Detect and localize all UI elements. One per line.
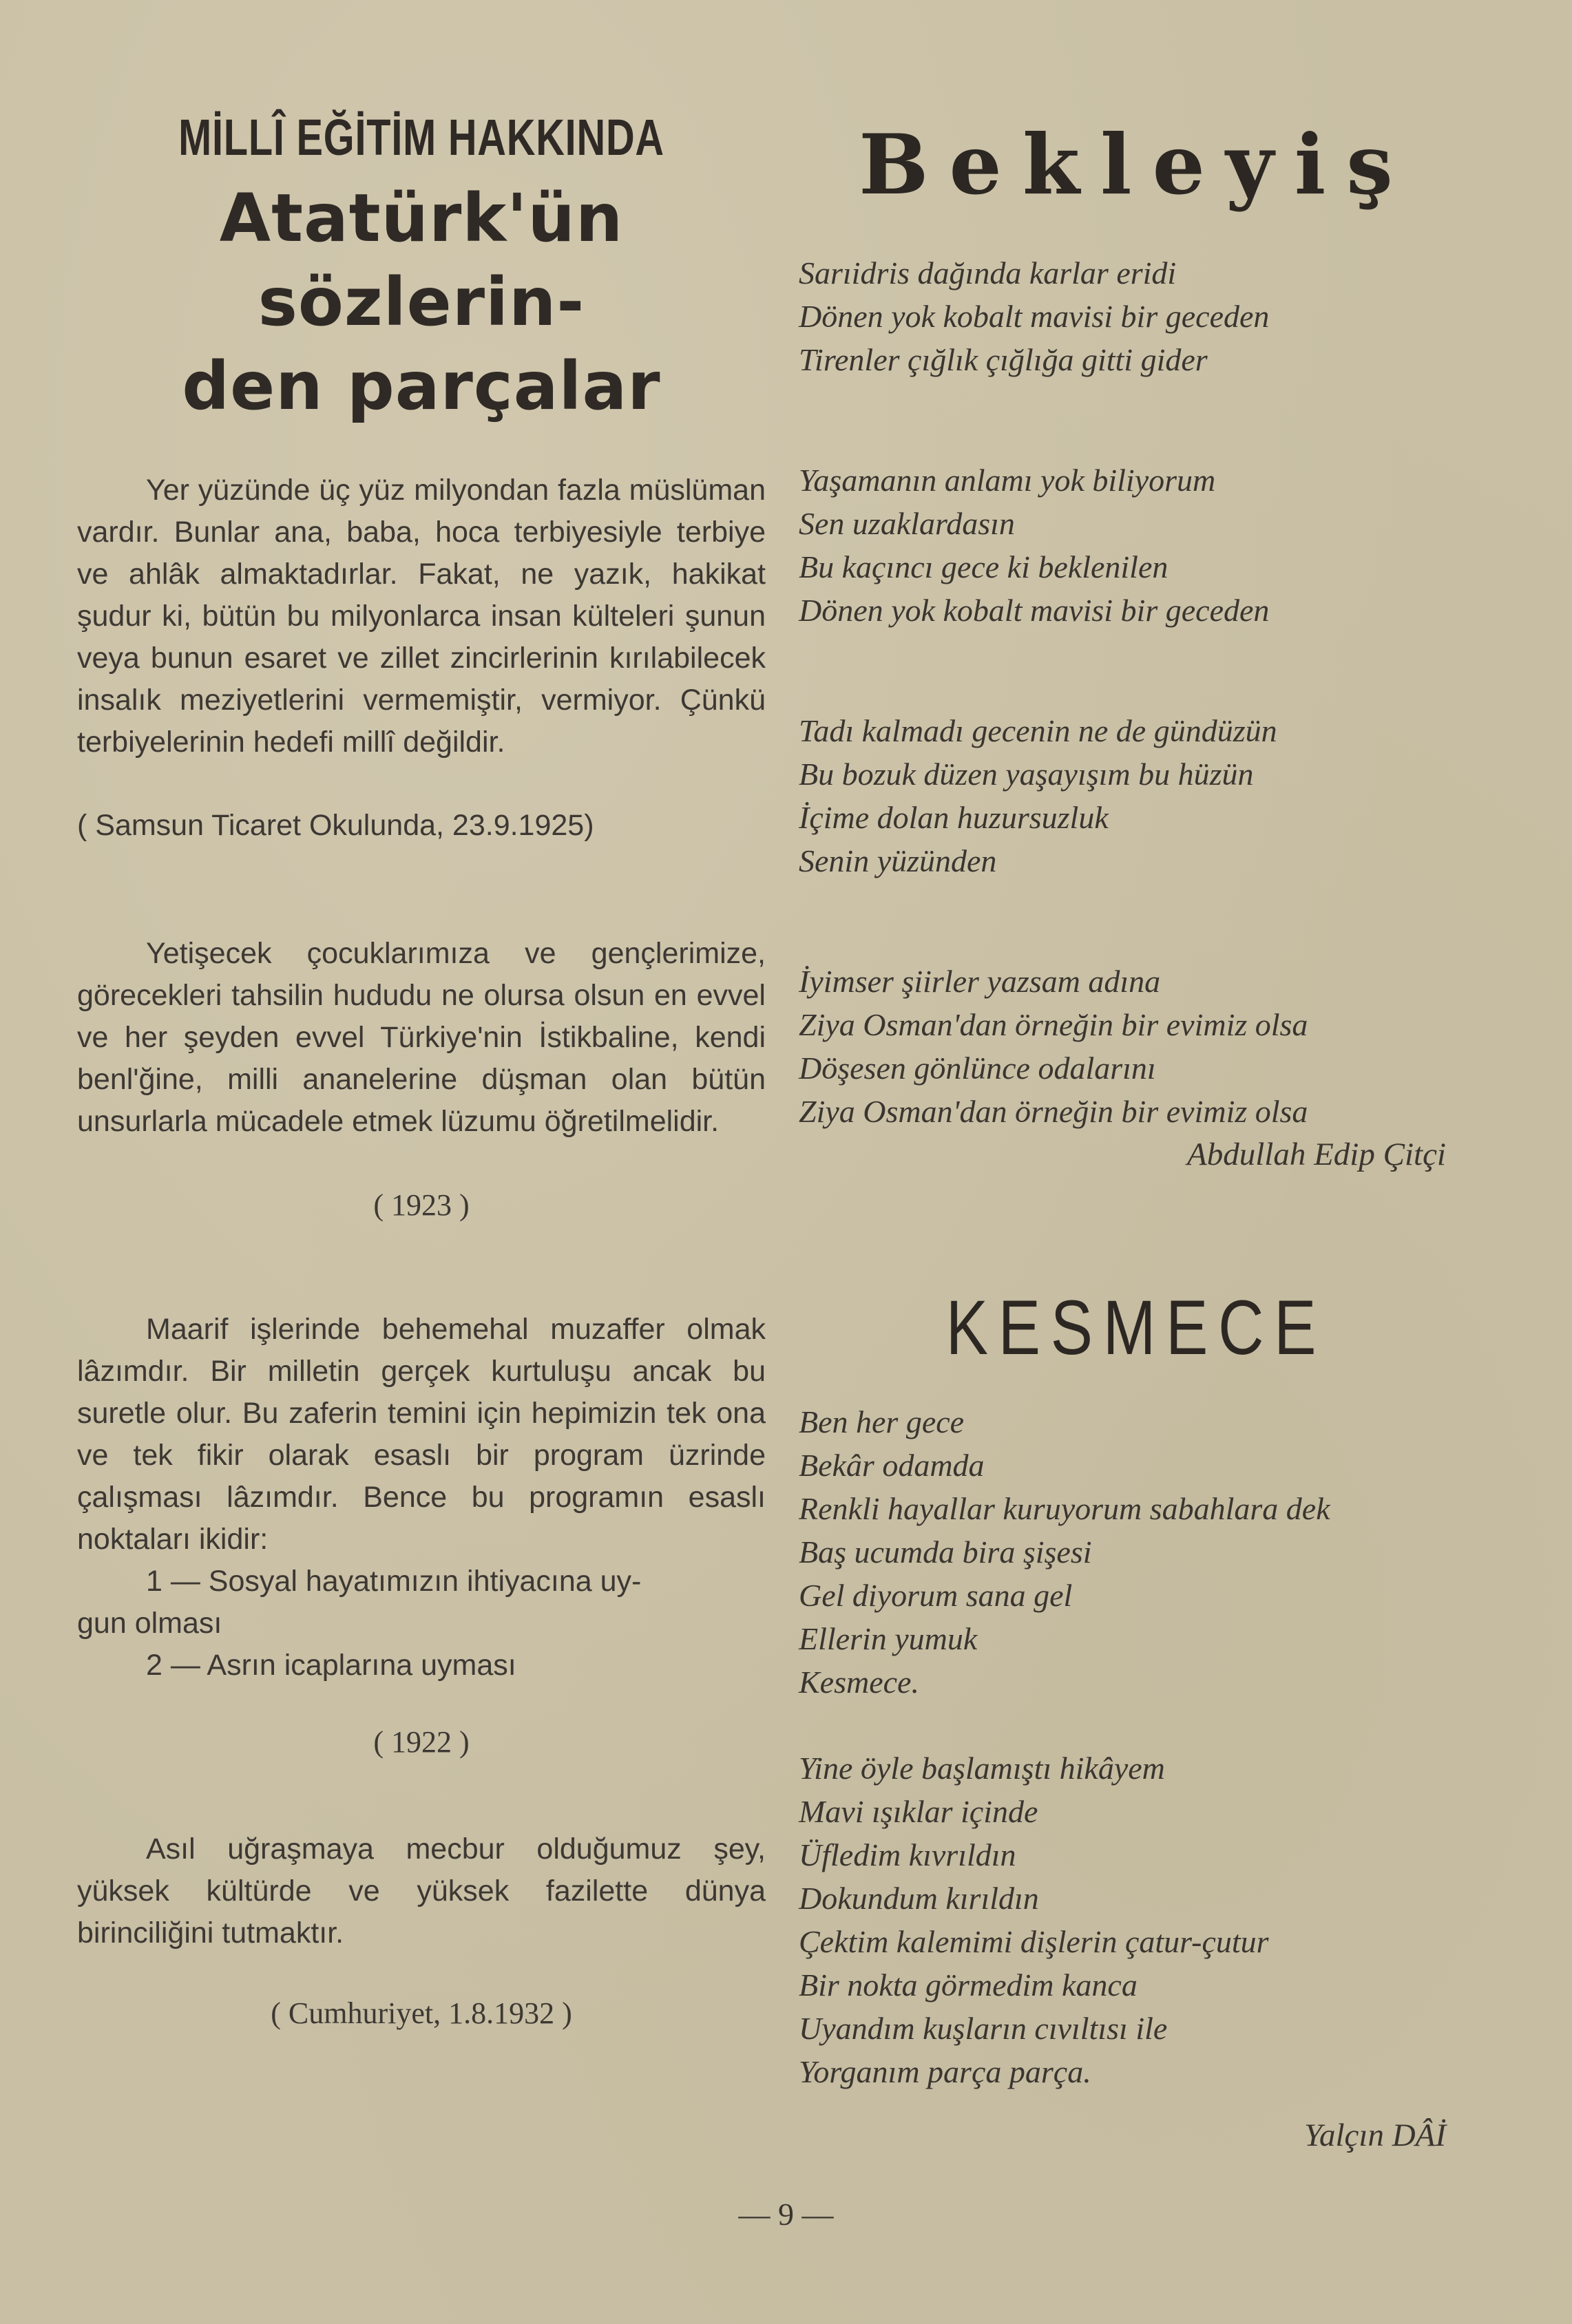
quote-paragraph-3: Maarif işlerinde behemehal muzaffer olmak lâzımdır. Bir milletin gerçek kurtuluşu ancak bu suretle olur. Bu zaferin temini için hepimizin tek ona ve tek fikir olarak esaslı bir program üzrinde çalışması lâzımdır. Bence bu programın esaslı noktaları ikidir: (77, 1313, 766, 1556)
page-number: — 9 — (738, 2197, 834, 2232)
verse-line: Ziya Osman'dan örneğin bir evimiz olsa (799, 1007, 1308, 1042)
verse-line: Sarıidris dağında karlar eridi (799, 255, 1177, 290)
quote-paragraph-1: Yer yüzünde üç yüz milyondan fazla müslüman vardır. Bunlar ana, baba, hoca terbiyesiyle terbiye ve ahlâk almaktadırlar. Fakat, ne yazık, hakikat şudur ki, bütün bu milyonlarca insan külteleri şunun veya bunun esaret ve zillet zincirlerinin kırılabilecek insalık meziyetlerini vermemiştir, vermiyor. Çünkü terbiyelerinin hedefi millî değildir. (77, 474, 766, 759)
quote-source-2: ( 1923 ) (373, 1188, 470, 1222)
quote-source-4: ( Cumhuriyet, 1.8.1932 ) (271, 1996, 572, 2030)
verse-line: Kesmece. (799, 1665, 919, 1700)
verse-line: Ben her gece (799, 1404, 965, 1439)
verse-line: Mavi ışıklar içinde (799, 1794, 1038, 1829)
list-item-1a: 1 — Sosyal hayatımızın ihtiyacına uy- (146, 1565, 642, 1598)
verse-line: İyimser şiirler yazsam adına (799, 964, 1161, 999)
verse-line: Bir nokta görmedim kanca (799, 1967, 1138, 2003)
article-title-line1: Atatürk'ün sözlerin- (219, 180, 624, 341)
poem1-stanza-1 (799, 251, 1474, 381)
poem2-stanza-1 (799, 1400, 1474, 1704)
verse-line: Dokundum kırıldın (799, 1881, 1039, 1916)
verse-line: Yine öyle başlamıştı hikâyem (799, 1751, 1165, 1786)
left-column (77, 103, 766, 2034)
verse-line: Senin yüzünden (799, 843, 997, 878)
verse-line: Tirenler çığlık çığlığa gitti gider (799, 342, 1208, 377)
poem2-author: Yalçın DÂİ (1304, 2117, 1446, 2153)
poem-title-kesmece: KESMECE (945, 1285, 1327, 1371)
quote-paragraph-2: Yetişecek çocuklarımıza ve gençlerimize, görecekleri tahsilin hududu ne olursa olsun en evvel ve her şeyden evvel Türkiye'nin İstikbaline, kendi benl'ğine, milli ananelerine düşman olan bütün unsurlarla mücadele etmek lüzumu öğretilmelidir. (77, 937, 766, 1138)
poem1-stanza-3 (799, 709, 1474, 883)
poem1-stanza-4 (799, 960, 1474, 1133)
verse-line: Yorganım parça parça. (799, 2054, 1091, 2089)
quote-paragraph-4: Asıl uğraşmaya mecbur olduğumuz şey, yüksek kültürde ve yüksek fazilette dünya birinciliğini tutmaktır. (77, 1832, 766, 1950)
quote-source-1: ( Samsun Ticaret Okulunda, 23.9.1925) (77, 809, 594, 842)
list-item-1b: gun olması (77, 1607, 222, 1640)
section-heading: MİLLÎ EĞİTİM HAKKINDA (178, 109, 664, 166)
verse-line: Uyandım kuşların cıvıltısı ile (799, 2011, 1168, 2046)
quote-source-3: ( 1922 ) (373, 1725, 470, 1759)
verse-line: Bekâr odamda (799, 1448, 985, 1483)
verse-line: Dönen yok kobalt mavisi bir geceden (799, 299, 1270, 334)
poem1-author: Abdullah Edip Çitçi (1187, 1137, 1446, 1172)
verse-line: Renkli hayallar kuruyorum sabahlara dek (799, 1491, 1330, 1526)
verse-line: Ziya Osman'dan örneğin bir evimiz olsa (799, 1094, 1308, 1129)
verse-line: Bu kaçıncı gece ki beklenilen (799, 549, 1168, 584)
verse-line: Üfledim kıvrıldın (799, 1837, 1016, 1872)
list-item-2: 2 — Asrın icaplarına uyması (146, 1649, 516, 1682)
verse-line: Çektim kalemimi dişlerin çatur-çutur (799, 1924, 1269, 1959)
verse-line: Bu bozuk düzen yaşayışım bu hüzün (799, 757, 1254, 792)
verse-line: Döşesen gönlünce odalarını (799, 1050, 1156, 1086)
poem2-stanza-2 (799, 1746, 1474, 2093)
verse-line: Tadı kalmadı gecenin ne de gündüzün (799, 713, 1277, 748)
verse-line: Baş ucumda bira şişesi (799, 1534, 1092, 1570)
verse-line: İçime dolan huzursuzluk (799, 800, 1109, 835)
article-title-line2: den parçalar (182, 348, 661, 425)
poem1-stanza-2 (799, 458, 1474, 632)
verse-line: Dönen yok kobalt mavisi bir geceden (799, 593, 1270, 628)
verse-line: Yaşamanın anlamı yok biliyorum (799, 463, 1216, 498)
poem-title-bekleyis: Bekleyiş (859, 116, 1414, 213)
verse-line: Ellerin yumuk (799, 1621, 978, 1656)
right-column (799, 103, 1474, 2157)
verse-line: Sen uzaklardasın (799, 506, 1015, 541)
verse-line: Gel diyorum sana gel (799, 1578, 1073, 1613)
